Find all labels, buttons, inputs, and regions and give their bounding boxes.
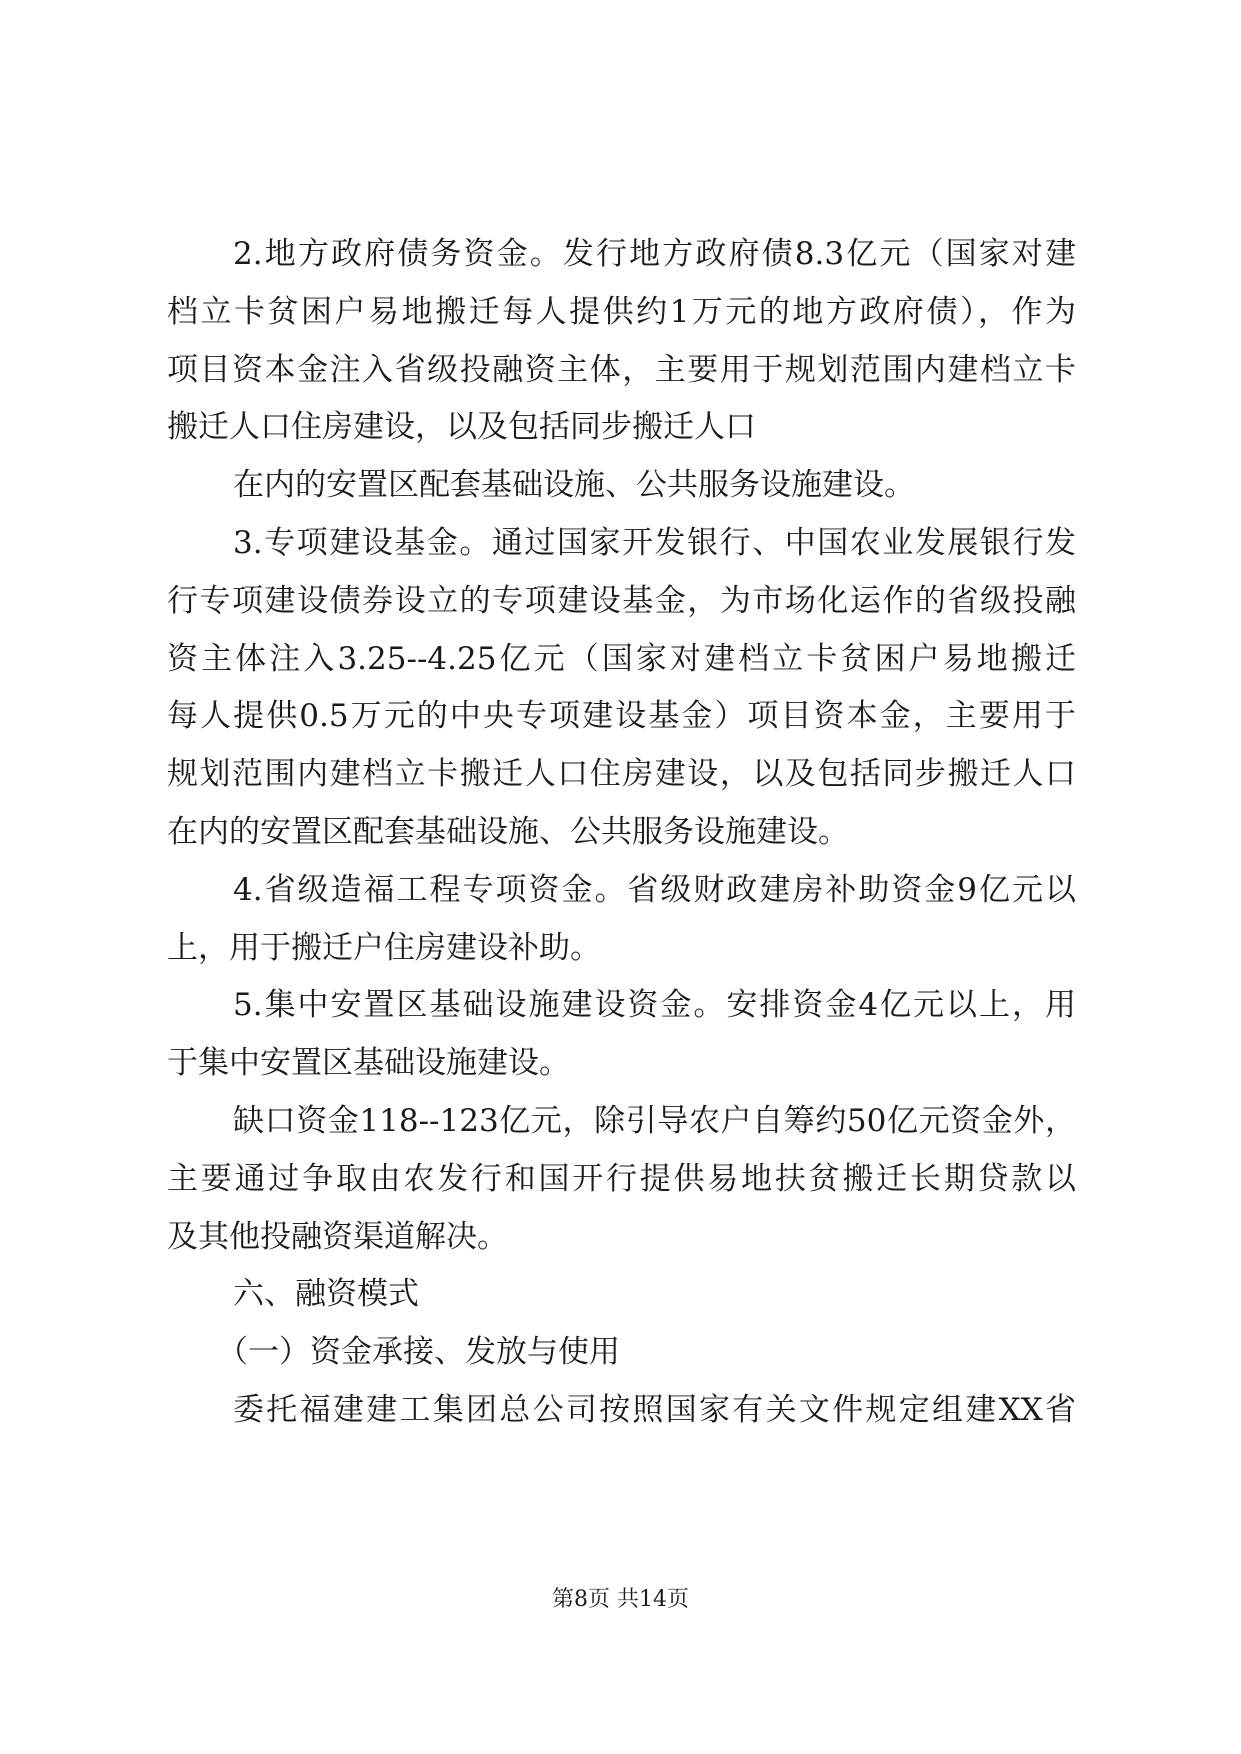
text-line: 于集中安置区基础设施建设。 — [167, 1045, 570, 1082]
text-line: 行专项建设债券设立的专项建设基金，为市场化运作的省级投融 — [167, 582, 1076, 619]
text-line: 委托福建建工集团总公司按照国家有关文件规定组建XX省 — [233, 1391, 1076, 1428]
text-line: 项目资本金注入省级投融资主体，主要用于规划范围内建档立卡 — [167, 351, 1076, 388]
text-line: 2.地方政府债务资金。发行地方政府债8.3亿元（国家对建 — [233, 236, 1076, 272]
text-line: 搬迁人口住房建设，以及包括同步搬迁人口 — [167, 409, 756, 446]
text-line: 在内的安置区配套基础设施、公共服务设施建设。 — [167, 813, 849, 850]
page-number-footer: 第8页 共14页 — [552, 1587, 689, 1612]
text-line: 主要通过争取由农发行和国开行提供易地扶贫搬迁长期贷款以 — [167, 1160, 1076, 1197]
text-line: 规划范围内建档立卡搬迁人口住房建设，以及包括同步搬迁人口 — [167, 756, 1076, 793]
text-line: 3.专项建设基金。通过国家开发银行、中国农业发展银行发 — [233, 524, 1076, 561]
text-line: 在内的安置区配套基础设施、公共服务设施建设。 — [233, 467, 915, 504]
document-body — [167, 226, 1076, 1440]
section-heading: 六、融资模式 — [233, 1276, 419, 1313]
text-line: 上，用于搬迁户住房建设补助。 — [167, 929, 601, 966]
text-line: 每人提供0.5万元的中央专项建设基金）项目资本金，主要用于 — [167, 698, 1076, 735]
subsection-heading: （一）资金承接、发放与使用 — [217, 1334, 620, 1371]
text-line: 缺口资金118--123亿元，除引导农户自筹约50亿元资金外， — [233, 1102, 1076, 1139]
text-line: 及其他投融资渠道解决。 — [167, 1218, 508, 1255]
text-line: 资主体注入3.25--4.25亿元（国家对建档立卡贫困户易地搬迁 — [167, 640, 1076, 677]
text-line: 4.省级造福工程专项资金。省级财政建房补助资金9亿元以 — [233, 871, 1076, 908]
text-line: 档立卡贫困户易地搬迁每人提供约1万元的地方政府债），作为 — [167, 293, 1076, 330]
text-line: 5.集中安置区基础设施建设资金。安排资金4亿元以上，用 — [233, 987, 1076, 1024]
